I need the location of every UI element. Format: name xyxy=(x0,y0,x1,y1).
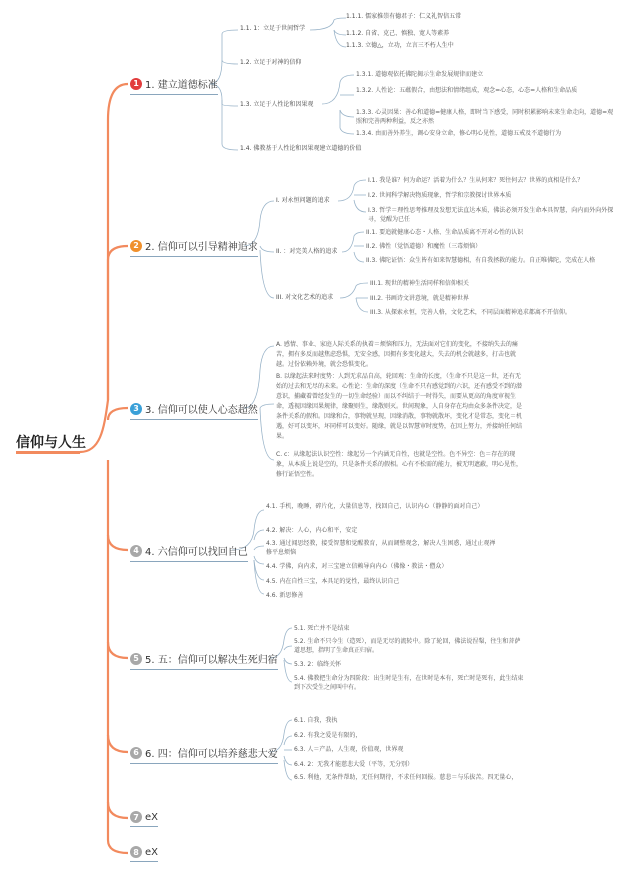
leaf-topic[interactable]: 6.2. 有我之爱是有限的， xyxy=(294,732,362,739)
paragraph-topic[interactable]: C. c：从缘起法认识空性：缘起另一个内涵无自性，也就是空性。色不异空：色＝存在的现象，从本质上说是空的，只是条件关系的假相。心有不松需的能力，被无明遮蔽，明心见性，修行证悟空性。 xyxy=(276,451,523,478)
connector-root-b4 xyxy=(108,460,128,550)
leaf-topic[interactable]: 4.1. 手机，晚睡，碎片化，大量信息等，找回自己，认识内心（静静的面对自己） xyxy=(266,503,484,510)
branch-2[interactable] xyxy=(130,238,258,253)
leaf-topic[interactable]: 4.4. 学佛，向内求，对三宝建立信赖导向内心（佛像・教法・僧众） xyxy=(266,563,448,570)
leaf-topic[interactable]: 1.3.2. 人性论：五蕴假合，由想法和情绪组成，观念=心态，心态=人格和生命品质 xyxy=(356,87,578,94)
leaf-topic[interactable]: 1.3.1. 道德观依托佛陀揭示生命发展规律而建立 xyxy=(356,71,484,78)
branch-number-badge: 6 xyxy=(130,747,142,759)
sub-topic[interactable]: II. ：对完美人格的追求 xyxy=(276,248,338,255)
leaf-topic[interactable]: 4.6. 新思修善 xyxy=(266,592,304,599)
connector-root-b5 xyxy=(108,535,128,658)
leaf-topic[interactable]: 5.2. 生命不只今生（造死），而是无尽的流转中。除了轮回，佛法说涅槃，往生和菩萨道思想，指明了生命真正归宿。 xyxy=(294,638,521,654)
leaf-topic[interactable]: 6.3. 人＝产品，人生观，价值观，世界观 xyxy=(294,746,404,753)
leaf-topic[interactable]: III.3. 从探索永恒，完善人格，文化艺术，不同层面精神追求都离不开信仰。 xyxy=(370,309,571,316)
branch-underline xyxy=(130,419,258,420)
leaf-topic[interactable]: I.1. 我是谁？何为命运？活着为什么？生从何来？死往何去？世界的真相是什么？ xyxy=(368,177,584,184)
branch-number-badge: 2 xyxy=(130,240,142,252)
branch-label: 2. 信仰可以引导精神追求 xyxy=(145,242,258,253)
branch-label: 6. 四：信仰可以培养慈悲大爱 xyxy=(145,749,278,760)
paragraph-topic[interactable]: B. 以缘起法来时度势：人到无求品自高，轮回观：生命的长度，（生命不只是这一世，还有无始的过去和无尽的未来。心性论：生命的深度（生命不只有感觉到的六识，还有感受不到的潜意识，捕藏着曾经发生的一切生命经验）而以不纠结于一时得失，而要从更高的角度审视生命，透视因缘因果规律，缘聚则生，缘散则灭。世间现象，人自身存在均由众多条件决定，是条件关系的假和。因缘和合，事物就呈现，因缘消散，事物就散坏，变化才是常态，变化＝机遇，好可以变坏，坏同样可以变好。随缘，就是以智慧审时度势，在因上努力，并接纳任何结果。 xyxy=(276,373,523,440)
branch-8[interactable] xyxy=(130,846,158,858)
sub-topic[interactable]: I. 对永恒问题的追求 xyxy=(276,197,330,204)
branch-label: 5. 五：信仰可以解决生死归宿 xyxy=(145,655,278,666)
leaf-topic[interactable]: 5.1. 死亡并不是结束 xyxy=(294,625,350,632)
branch-7[interactable] xyxy=(130,811,158,823)
leaf-topic[interactable]: 1.1.2. 自省、克己、慎独、宽人等素养 xyxy=(346,30,450,37)
leaf-topic[interactable]: III.1. 现世的精神生活同样和信仰相关 xyxy=(370,280,469,287)
connector-root-b1 xyxy=(80,84,128,452)
branch-6[interactable] xyxy=(130,745,278,760)
sub-topic[interactable]: 1.1. 1：立足于世间哲学 xyxy=(240,25,306,32)
leaf-topic[interactable]: 5.4. 佛教把生命分为四阶段：出生时是生有，在世时是本有，死亡时是死有，此生结束到下次受生之间叫中有。 xyxy=(294,675,524,691)
branch-number-badge: 4 xyxy=(130,545,142,557)
branch-underline xyxy=(130,256,258,257)
branch-underline xyxy=(130,94,218,95)
leaf-topic[interactable]: II.1. 要追就健康心态・人格、生命品质离不开对心性的认识 xyxy=(366,229,524,236)
branch-underline xyxy=(130,826,158,827)
leaf-topic[interactable]: II.2. 佛性（觉悟道德）和魔性（三毒烦恼） xyxy=(366,243,482,250)
branch-label: eX xyxy=(145,846,159,858)
sub-topic[interactable]: 1.3. 立足于人性论和因果观 xyxy=(240,101,314,108)
sub-topic[interactable]: 1.2. 立足于对神的信仰 xyxy=(240,59,302,66)
branch-underline xyxy=(130,669,278,670)
branch-underline xyxy=(130,763,278,764)
branch-label: eX xyxy=(145,811,159,823)
leaf-topic[interactable]: 6.1. 自我，我执 xyxy=(294,717,338,724)
sub-topic[interactable]: III. 对文化艺术的追求 xyxy=(276,294,334,301)
branch-number-badge: 7 xyxy=(130,811,142,823)
branch-number-badge: 1 xyxy=(130,78,142,90)
leaf-topic[interactable]: 1.1.3. 立德△，立功，立言三不朽人生中 xyxy=(346,42,454,49)
connector-root-b3 xyxy=(108,408,128,420)
root-underline xyxy=(16,451,80,454)
branch-label: 3. 信仰可以使人心态超然 xyxy=(145,405,258,416)
branch-underline xyxy=(130,561,248,562)
leaf-topic[interactable]: 5.3. 2：临终关怀 xyxy=(294,661,342,668)
branch-4[interactable] xyxy=(130,543,248,558)
branch-1[interactable] xyxy=(130,76,218,91)
connector-root-b7 xyxy=(108,735,128,818)
sub-topic[interactable]: 1.4. 佛教基于人性论和因果观建立道德的价值 xyxy=(240,145,362,152)
leaf-topic[interactable]: 1.1.1. 儒家推崇有德君子：仁义礼智信五常 xyxy=(346,13,462,20)
branch-number-badge: 3 xyxy=(130,403,142,415)
leaf-topic[interactable]: 4.3. 通过闻思经教，接受智慧和觉醒教育，从而调整观念，解决人生困惑，通过止观禅修平息烦恼 xyxy=(266,540,496,556)
branch-5[interactable] xyxy=(130,651,278,666)
leaf-topic[interactable]: 1.3.3. 心灵因果：善心和道德=健康人格，即时当下感受，同时积累影响未来生命走向，道德=观照和完善两种利益，反之亦然 xyxy=(356,109,614,125)
connector-root-b8 xyxy=(108,802,128,853)
branch-3[interactable] xyxy=(130,401,258,416)
connector-root-b2 xyxy=(108,246,128,400)
root-title: 信仰与人生 xyxy=(16,435,86,451)
leaf-topic[interactable]: 1.3.4. 由而善外养生，调心安身立命，修心明心见性，道德五戒及不道德行为 xyxy=(356,130,562,137)
leaf-topic[interactable]: III.2. 书画诗文讲意境，就是精神世界 xyxy=(370,295,469,302)
leaf-topic[interactable]: 6.4. 2：无我才能慈悲大爱（平等，无分别） xyxy=(294,761,414,768)
leaf-topic[interactable]: 4.2. 解决：人心，内心和平，安定 xyxy=(266,527,358,534)
leaf-topic[interactable]: 4.5. 内在自性三宝，本具足的觉性，最终认识自己 xyxy=(266,578,400,585)
paragraph-topic[interactable]: A. 感情、事业、家庭人际关系的执着＝烦恼和压力，无法面对它们的变化，不接纳失去的痛苦，拥有多反而越焦虑恐惧，无安全感，因拥有多变化越大，失去的机会就越多，打击也就越。过份依赖外境，就会恐惧变化。 xyxy=(276,341,518,368)
leaf-topic[interactable]: 6.5. 利他，无条件帮助，无任何期待，不求任何回报。慈悲＝与乐拔苦。四无量心， xyxy=(294,774,518,781)
branch-label: 4. 六信仰可以找回自己 xyxy=(145,547,248,558)
branch-number-badge: 5 xyxy=(130,653,142,665)
leaf-topic[interactable]: II.3. 佛陀证悟：众生皆有如来智慧德相，有自我拯救的能力。自正唯佛陀，完成在人格 xyxy=(366,257,596,264)
branch-underline xyxy=(130,861,158,862)
leaf-topic[interactable]: I.2. 世间科学解决物质现象，哲学和宗教探讨世界本质 xyxy=(368,192,512,199)
branch-label: 1. 建立道德标准 xyxy=(145,80,218,91)
branch-number-badge: 8 xyxy=(130,846,142,858)
leaf-topic[interactable]: I.3. 哲学＝理性思考推理及发想无法直达本质，佛法必须开发生命本具智慧，向内而外向外探寻，觉醒为已任 xyxy=(368,207,614,223)
